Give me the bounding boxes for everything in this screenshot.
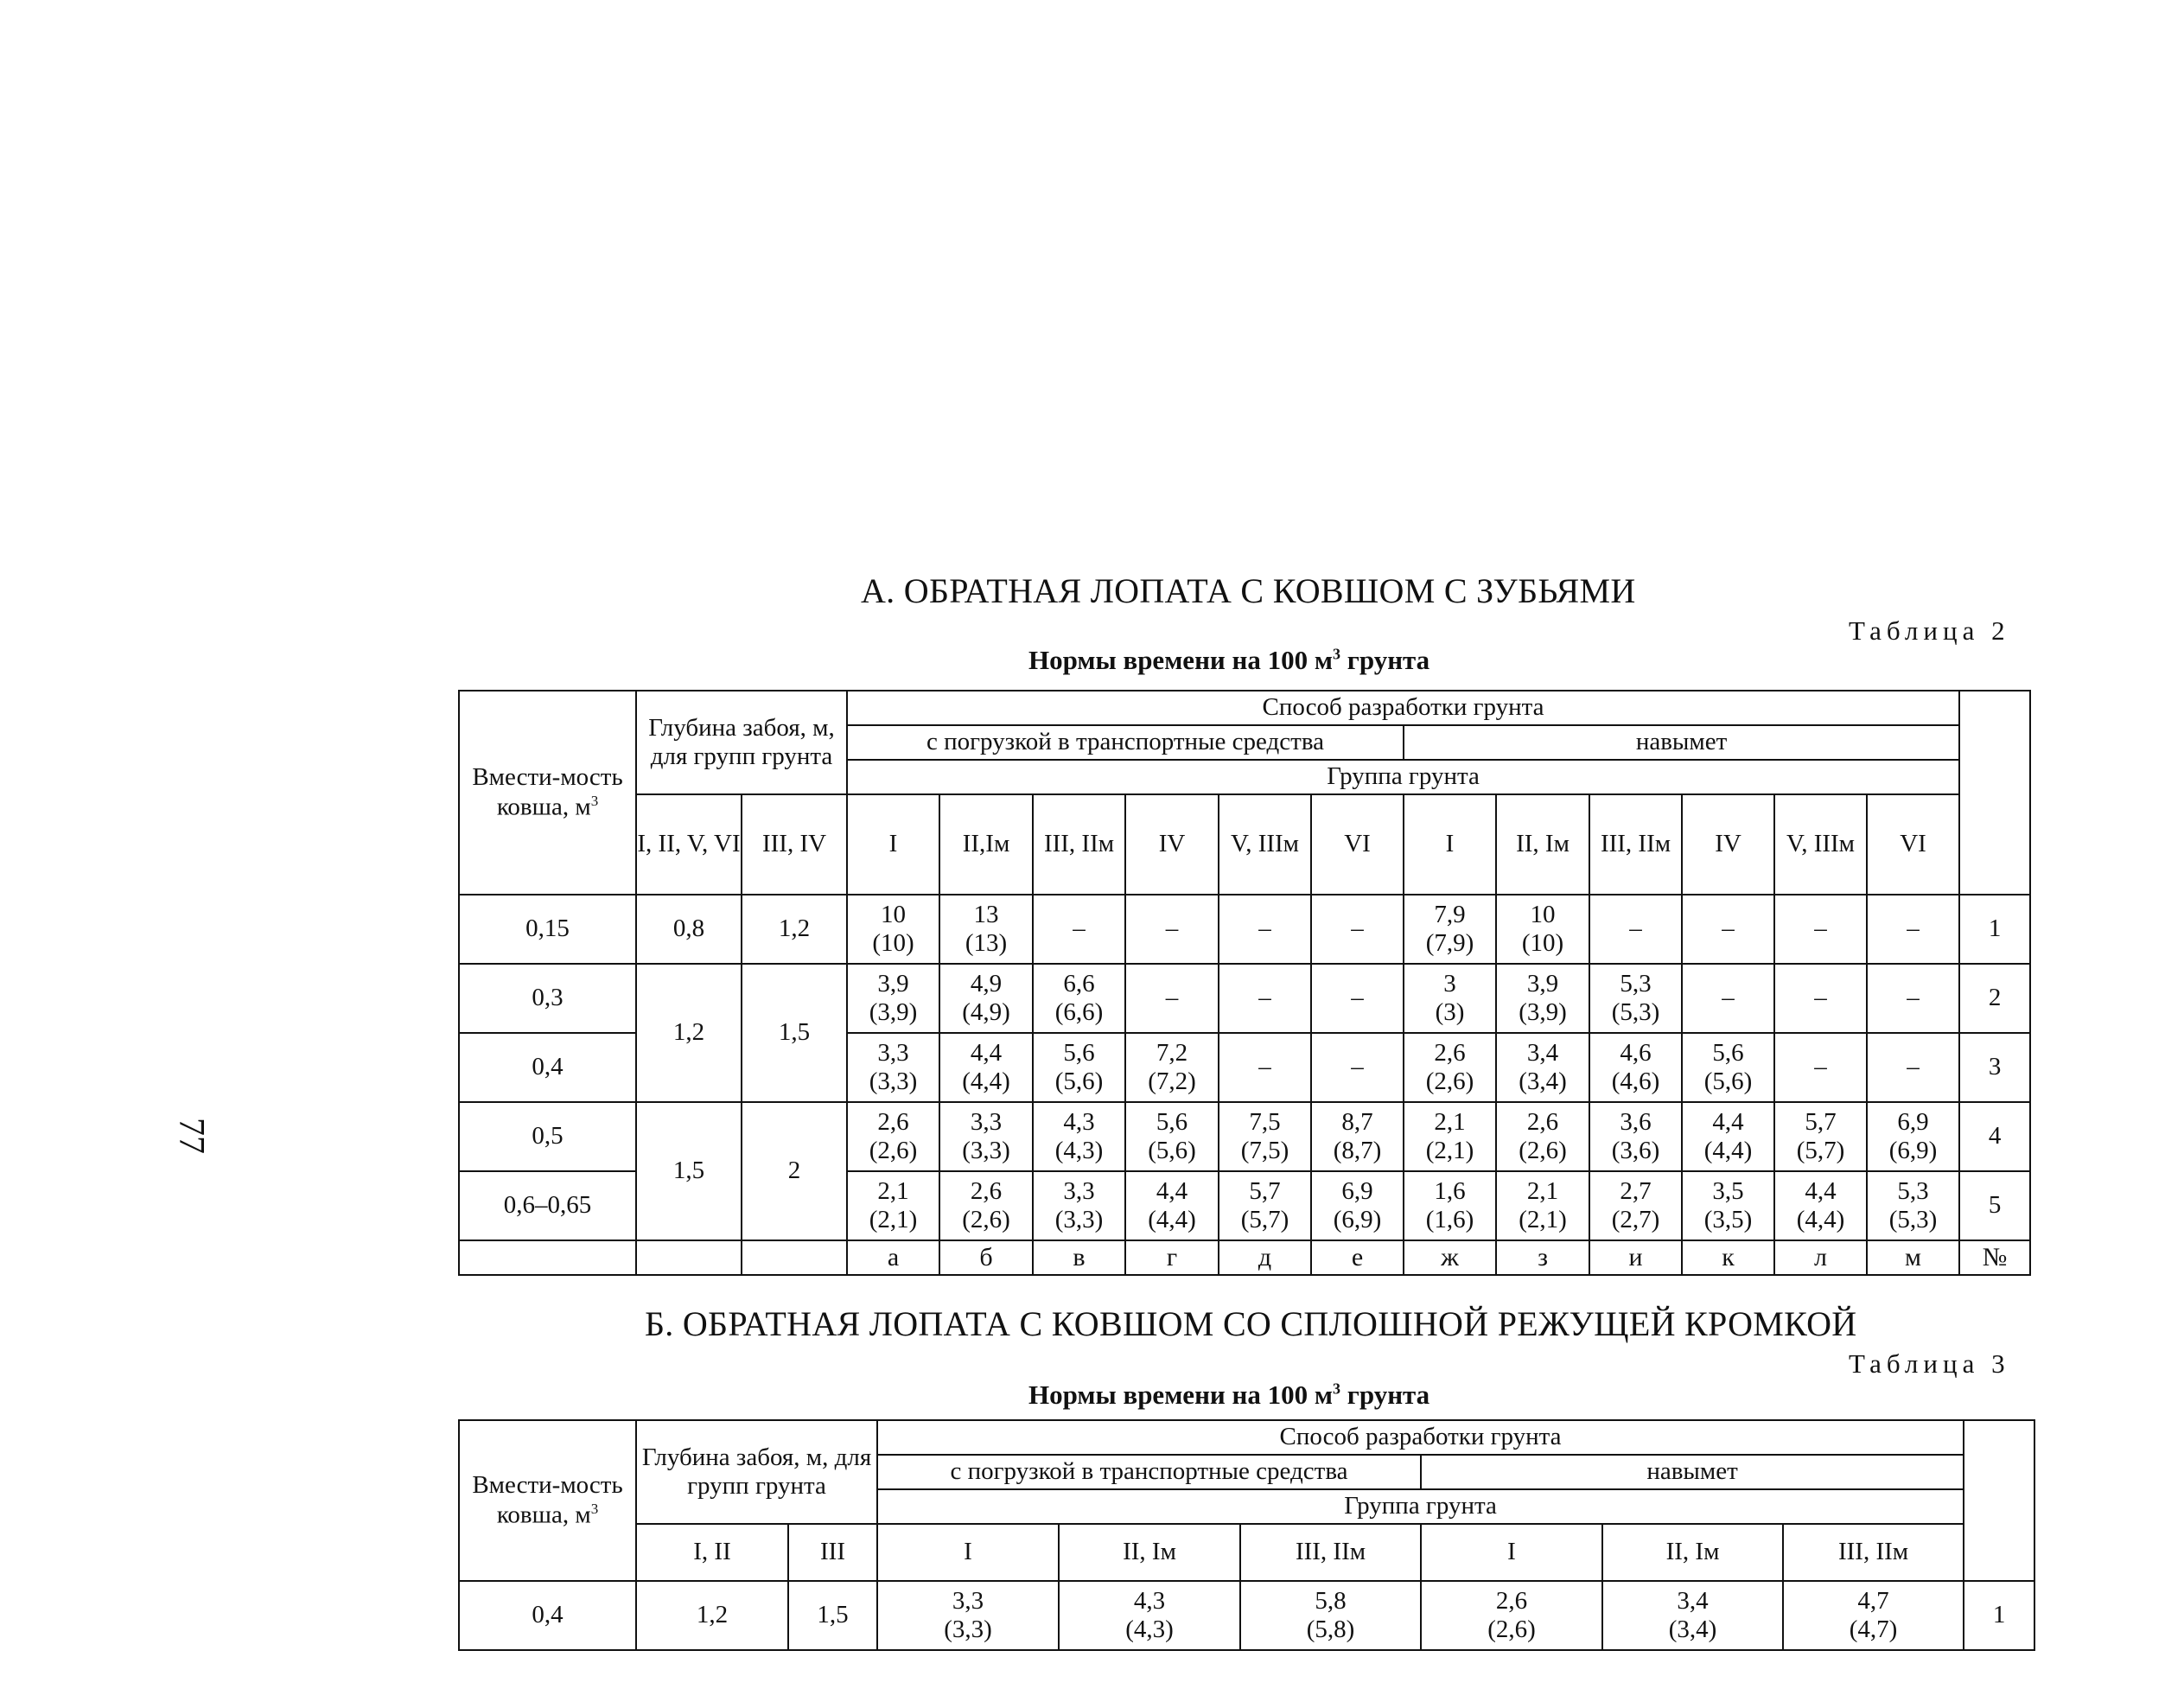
column-letter: л (1774, 1240, 1867, 1275)
section-a-title: А. ОБРАТНАЯ ЛОПАТА С КОВШОМ С ЗУБЬЯМИ (861, 571, 1636, 610)
norm-value: 5,6 (1063, 1038, 1095, 1067)
norm-value-cell (1774, 1102, 1867, 1171)
norm-value-cell (1774, 1033, 1867, 1102)
page-number: 77 (171, 1118, 211, 1154)
norm-value: – (1814, 915, 1827, 943)
norm-value-alt: (7,5) (1240, 1137, 1289, 1164)
group-col-header: V, IIIм (1219, 794, 1311, 895)
norm-value-alt: (4,9) (962, 998, 1010, 1026)
norm-value-alt: (5,6) (1054, 1068, 1104, 1095)
row-number: 2 (1959, 964, 2030, 1033)
group-col-header: III, IIм (1033, 794, 1125, 895)
column-letter: в (1033, 1240, 1125, 1275)
norm-value-alt: (4,4) (1148, 1206, 1196, 1233)
column-letter: б (939, 1240, 1033, 1275)
header-with-loading: с погрузкой в транспортные средства (877, 1455, 1421, 1489)
norm-value: 3,4 (1677, 1586, 1709, 1615)
header-soil-group: Группа грунта (847, 760, 1959, 794)
group-col-header: V, IIIм (1774, 794, 1867, 895)
norm-value-cell (1033, 964, 1125, 1033)
norm-value: 5,7 (1805, 1107, 1837, 1136)
group-col-header: II, Iм (1059, 1524, 1240, 1581)
norm-value-cell (1496, 1102, 1589, 1171)
norm-value-alt: (4,7) (1849, 1616, 1898, 1643)
row-capacity: 0,4 (459, 1581, 636, 1650)
norm-value: 5,3 (1897, 1176, 1929, 1205)
norm-value-alt: (6,6) (1054, 998, 1104, 1026)
norm-value-cell (1589, 1033, 1682, 1102)
norm-value-cell (1496, 895, 1589, 964)
norm-value: – (1073, 915, 1086, 943)
norm-value: – (1629, 915, 1642, 943)
norm-value-cell (1404, 964, 1496, 1033)
header-number-blank (1959, 691, 2030, 895)
norm-value: 2,6 (1495, 1586, 1528, 1615)
table-3 (458, 1419, 2035, 1651)
norm-value-cell (1059, 1581, 1240, 1650)
norm-value: 3,9 (877, 969, 909, 997)
depth-col-header: I, II (636, 1524, 788, 1581)
group-col-header: I (847, 794, 939, 895)
norm-value-alt: (2,1) (869, 1206, 918, 1233)
norm-value: – (1722, 915, 1735, 943)
norm-value-alt: (3,3) (1054, 1206, 1104, 1233)
norm-value-alt: (3,9) (869, 998, 918, 1026)
row-number: 5 (1959, 1171, 2030, 1240)
norm-value-cell (1774, 964, 1867, 1033)
column-letter: м (1867, 1240, 1959, 1275)
norm-value-cell (1589, 1171, 1682, 1240)
row-capacity: 0,5 (459, 1102, 636, 1171)
norm-value: 7,5 (1249, 1107, 1281, 1136)
norm-value-cell (847, 1033, 939, 1102)
norm-value-cell (1774, 1171, 1867, 1240)
norm-value-alt: (5,7) (1240, 1206, 1289, 1233)
norm-value: 6,9 (1897, 1107, 1929, 1136)
norm-value: – (1351, 984, 1364, 1012)
row-depth2: 1,5 (742, 964, 847, 1102)
norm-value: 10 (1530, 900, 1556, 928)
norm-value: 5,7 (1249, 1176, 1281, 1205)
norm-value-cell (1867, 1033, 1959, 1102)
norm-value: 2,1 (877, 1176, 909, 1205)
norm-value-alt: (4,4) (1703, 1137, 1753, 1164)
depth-col-header: III (788, 1524, 877, 1581)
norm-value-cell (1867, 1171, 1959, 1240)
norm-value-cell (1125, 1033, 1219, 1102)
header-with-loading: с погрузкой в транспортные средства (847, 725, 1404, 760)
norm-value: 3,6 (1620, 1107, 1652, 1136)
norm-value-cell (1404, 895, 1496, 964)
norm-value-cell (939, 1171, 1033, 1240)
norm-value-alt: (3,6) (1611, 1137, 1660, 1164)
row-number: 4 (1959, 1102, 2030, 1171)
norm-value-cell (1311, 1171, 1404, 1240)
norm-value-alt: (2,1) (1425, 1137, 1474, 1164)
norm-value-alt: (7,2) (1148, 1068, 1196, 1095)
norm-value-cell (1219, 964, 1311, 1033)
norm-value-cell (847, 1171, 939, 1240)
norm-value-alt: (7,9) (1425, 929, 1474, 957)
letters-blank (742, 1240, 847, 1275)
norm-value-alt: (5,3) (1611, 998, 1660, 1026)
norm-value-cell (1125, 1171, 1219, 1240)
norm-value-cell (1125, 895, 1219, 964)
norm-value: 3,4 (1526, 1038, 1559, 1067)
norm-value-alt: (5,6) (1148, 1137, 1196, 1164)
norm-value-cell (939, 1102, 1033, 1171)
norm-value-alt: (2,6) (1425, 1068, 1474, 1095)
norm-value: 5,6 (1712, 1038, 1744, 1067)
group-col-header: II, Iм (1496, 794, 1589, 895)
group-col-header: III, IIм (1783, 1524, 1964, 1581)
norm-value-cell (1311, 895, 1404, 964)
norm-value-alt: (2,6) (869, 1137, 918, 1164)
header-depth: Глубина забоя, м, для групп грунта (636, 691, 847, 794)
group-col-header: VI (1867, 794, 1959, 895)
norm-value-alt: (4,3) (1054, 1137, 1104, 1164)
norm-value-alt: (5,3) (1888, 1206, 1938, 1233)
norm-value-cell (939, 964, 1033, 1033)
norm-value-alt: (13) (965, 929, 1008, 957)
column-letter: и (1589, 1240, 1682, 1275)
norm-value: 3,5 (1712, 1176, 1744, 1205)
norm-value-cell (1033, 1102, 1125, 1171)
norm-value-alt: (2,6) (962, 1206, 1010, 1233)
norm-value-alt: (3,9) (1519, 998, 1567, 1026)
table-2-label: Таблица 2 (1849, 615, 2010, 646)
group-col-header: I (1421, 1524, 1602, 1581)
norm-value: 3 (1443, 969, 1456, 997)
norm-value-alt: (4,4) (1796, 1206, 1845, 1233)
group-col-header: I (1404, 794, 1496, 895)
norm-value: 4,4 (1805, 1176, 1837, 1205)
norm-value-cell (1311, 964, 1404, 1033)
group-col-header: II,Iм (939, 794, 1033, 895)
section-b-title: Б. ОБРАТНАЯ ЛОПАТА С КОВШОМ СО СПЛОШНОЙ РЕЖУЩЕЙ КРОМКОЙ (645, 1304, 1857, 1343)
norm-value-alt: (3,3) (869, 1068, 918, 1095)
norm-value-alt: (4,4) (962, 1068, 1010, 1095)
row-depth1: 0,8 (636, 895, 742, 964)
header-dump: навымет (1421, 1455, 1964, 1489)
table-2-caption: Нормы времени на 100 $м^3$ грунта (1028, 645, 1430, 675)
table-3-label: Таблица 3 (1849, 1348, 2010, 1379)
norm-value: 7,2 (1156, 1038, 1188, 1067)
column-letter: ж (1404, 1240, 1496, 1275)
column-letter: е (1311, 1240, 1404, 1275)
norm-value-cell (1125, 1102, 1219, 1171)
norm-value-cell (1421, 1581, 1602, 1650)
table-3-caption: Нормы времени на 100 $м^3$ грунта (1028, 1380, 1430, 1410)
table-2 (458, 690, 2031, 1276)
norm-value-cell (1404, 1171, 1496, 1240)
norm-value-cell (847, 964, 939, 1033)
norm-value: – (1814, 984, 1827, 1012)
norm-value: 2,1 (1526, 1176, 1559, 1205)
row-depth1: 1,5 (636, 1102, 742, 1240)
norm-value: 4,4 (1156, 1176, 1188, 1205)
norm-value: 4,3 (1133, 1586, 1166, 1615)
norm-value-alt: (3,4) (1668, 1616, 1717, 1643)
norm-value-cell (1867, 1102, 1959, 1171)
norm-value-cell (1404, 1033, 1496, 1102)
norm-value-alt: (3,3) (944, 1616, 992, 1643)
norm-value-cell (1867, 895, 1959, 964)
norm-value-cell (1404, 1102, 1496, 1171)
norm-value-cell (939, 1033, 1033, 1102)
group-col-header: III, IIм (1589, 794, 1682, 895)
norm-value: 6,9 (1341, 1176, 1373, 1205)
norm-value: 2,6 (970, 1176, 1003, 1205)
column-letter: к (1682, 1240, 1774, 1275)
norm-value-cell (1682, 1033, 1774, 1102)
group-col-header: II, Iм (1602, 1524, 1783, 1581)
norm-value-alt: (3,5) (1703, 1206, 1753, 1233)
norm-value-cell (1774, 895, 1867, 964)
depth-col-header: III, IV (742, 794, 847, 895)
number-symbol: № (1959, 1240, 2030, 1275)
norm-value: 4,7 (1857, 1586, 1889, 1615)
norm-value-cell (1682, 895, 1774, 964)
norm-value: 4,9 (970, 969, 1003, 997)
row-depth2: 2 (742, 1102, 847, 1240)
norm-value: 2,6 (877, 1107, 909, 1136)
norm-value: 5,8 (1315, 1586, 1347, 1615)
letters-blank (636, 1240, 742, 1275)
norm-value-alt: (2,1) (1519, 1206, 1567, 1233)
norm-value: 6,6 (1063, 969, 1095, 997)
column-letter: а (847, 1240, 939, 1275)
norm-value-cell (1219, 1033, 1311, 1102)
norm-value: 2,6 (1526, 1107, 1559, 1136)
row-capacity: 0,6–0,65 (459, 1171, 636, 1240)
norm-value-alt: (6,9) (1888, 1137, 1938, 1164)
norm-value: – (1165, 984, 1179, 1012)
group-col-header: III, IIм (1240, 1524, 1421, 1581)
group-col-header: IV (1682, 794, 1774, 895)
row-depth1: 1,2 (636, 1581, 788, 1650)
header-soil-group: Группа грунта (877, 1489, 1964, 1524)
header-dump: навымет (1404, 725, 1959, 760)
norm-value-alt: (3) (1435, 998, 1465, 1026)
row-capacity: 0,3 (459, 964, 636, 1033)
norm-value: 2,1 (1434, 1107, 1466, 1136)
norm-value-alt: (5,8) (1306, 1616, 1355, 1643)
norm-value: 7,9 (1434, 900, 1466, 928)
group-col-header: IV (1125, 794, 1219, 895)
norm-value-cell (1783, 1581, 1964, 1650)
norm-value: 4,4 (1712, 1107, 1744, 1136)
norm-value: 3,3 (970, 1107, 1003, 1136)
norm-value-alt: (5,6) (1703, 1068, 1753, 1095)
norm-value-cell (1589, 895, 1682, 964)
norm-value-cell (847, 1102, 939, 1171)
norm-value-cell (1496, 964, 1589, 1033)
group-col-header: I (877, 1524, 1059, 1581)
norm-value: 5,6 (1156, 1107, 1188, 1136)
norm-value-cell (1682, 1102, 1774, 1171)
depth-col-header: I, II, V, VI (636, 794, 742, 895)
header-capacity: Вмести-мость ковша, м$^3$ (459, 1420, 636, 1581)
norm-value-cell (1033, 895, 1125, 964)
group-col-header: VI (1311, 794, 1404, 895)
norm-value-cell (1219, 895, 1311, 964)
norm-value-cell (1589, 964, 1682, 1033)
norm-value: 4,4 (970, 1038, 1003, 1067)
norm-value: 2,7 (1620, 1176, 1652, 1205)
norm-value-alt: (4,3) (1125, 1616, 1174, 1643)
norm-value: – (1258, 984, 1271, 1012)
norm-value: 3,3 (1063, 1176, 1095, 1205)
row-depth2: 1,5 (788, 1581, 877, 1650)
row-depth2: 1,2 (742, 895, 847, 964)
norm-value: – (1165, 915, 1179, 943)
norm-value-cell (1496, 1033, 1589, 1102)
norm-value: 3,3 (877, 1038, 909, 1067)
norm-value-alt: (3,4) (1519, 1068, 1567, 1095)
norm-value-cell (1311, 1102, 1404, 1171)
norm-value: – (1814, 1053, 1827, 1081)
norm-value: 5,3 (1620, 969, 1652, 997)
norm-value: – (1351, 915, 1364, 943)
norm-value-alt: (10) (1521, 929, 1564, 957)
norm-value-alt: (3,3) (962, 1137, 1010, 1164)
norm-value-cell (939, 895, 1033, 964)
header-method: Способ разработки грунта (847, 691, 1959, 725)
row-number: 3 (1959, 1033, 2030, 1102)
header-method: Способ разработки грунта (877, 1420, 1964, 1455)
norm-value-alt: (2,6) (1519, 1137, 1567, 1164)
letters-blank (459, 1240, 636, 1275)
norm-value-cell (1219, 1171, 1311, 1240)
norm-value: 3,3 (952, 1586, 984, 1615)
norm-value-cell (847, 895, 939, 964)
row-capacity: 0,15 (459, 895, 636, 964)
norm-value-alt: (2,6) (1487, 1616, 1536, 1643)
row-number: 1 (1959, 895, 2030, 964)
norm-value-alt: (6,9) (1333, 1206, 1382, 1233)
norm-value-cell (1219, 1102, 1311, 1171)
column-letter: з (1496, 1240, 1589, 1275)
norm-value-alt: (5,7) (1796, 1137, 1845, 1164)
norm-value: 13 (973, 900, 999, 928)
norm-value-alt: (2,7) (1611, 1206, 1660, 1233)
norm-value: – (1351, 1053, 1364, 1081)
norm-value-cell (1682, 964, 1774, 1033)
norm-value: 4,3 (1063, 1107, 1095, 1136)
norm-value: 4,6 (1620, 1038, 1652, 1067)
column-letter: д (1219, 1240, 1311, 1275)
norm-value-cell (1033, 1033, 1125, 1102)
norm-value: – (1907, 915, 1920, 943)
norm-value: 1,6 (1434, 1176, 1466, 1205)
norm-value-alt: (8,7) (1333, 1137, 1382, 1164)
column-letter: г (1125, 1240, 1219, 1275)
header-capacity: Вмести-мость ковша, м$^3$ (459, 691, 636, 895)
norm-value-alt: (4,6) (1611, 1068, 1660, 1095)
norm-value: 8,7 (1341, 1107, 1373, 1136)
norm-value: – (1258, 915, 1271, 943)
norm-value-cell (1496, 1171, 1589, 1240)
norm-value: 10 (881, 900, 907, 928)
norm-value-cell (1311, 1033, 1404, 1102)
row-number: 1 (1964, 1581, 2034, 1650)
norm-value-cell (1867, 964, 1959, 1033)
norm-value-cell (1033, 1171, 1125, 1240)
norm-value-cell (1589, 1102, 1682, 1171)
row-depth1: 1,2 (636, 964, 742, 1102)
norm-value-cell (1602, 1581, 1783, 1650)
header-depth: Глубина забоя, м, для групп грунта (636, 1420, 877, 1524)
norm-value: 3,9 (1526, 969, 1559, 997)
norm-value-cell (1240, 1581, 1421, 1650)
norm-value: – (1722, 984, 1735, 1012)
norm-value: – (1258, 1053, 1271, 1081)
norm-value-cell (1125, 964, 1219, 1033)
norm-value: – (1907, 1053, 1920, 1081)
row-capacity: 0,4 (459, 1033, 636, 1102)
norm-value-cell (877, 1581, 1059, 1650)
norm-value-alt: (1,6) (1425, 1206, 1474, 1233)
norm-value: – (1907, 984, 1920, 1012)
norm-value: 2,6 (1434, 1038, 1466, 1067)
header-number-blank (1964, 1420, 2034, 1581)
norm-value-cell (1682, 1171, 1774, 1240)
norm-value-alt: (10) (872, 929, 914, 957)
